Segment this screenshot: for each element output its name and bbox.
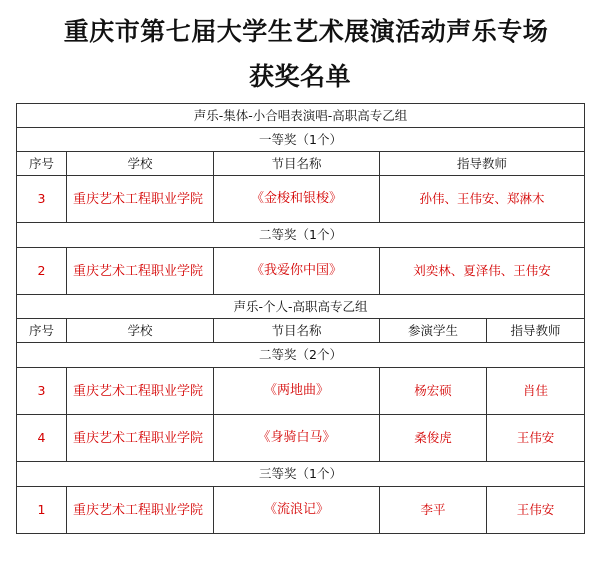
row-program: 《身骑白马》 <box>214 415 380 462</box>
row-seq: 2 <box>17 248 67 295</box>
award-table <box>16 103 585 534</box>
row-program: 《流浪记》 <box>214 487 380 534</box>
prize-row <box>17 128 585 152</box>
row-school: 重庆艺术工程职业学院 <box>67 368 214 415</box>
row-program: 《金梭和银梭》 <box>214 176 380 223</box>
header-student: 参演学生 <box>380 319 487 343</box>
row-school: 重庆艺术工程职业学院 <box>67 248 214 295</box>
header-row <box>17 152 585 176</box>
table-row <box>17 176 585 223</box>
row-teacher: 肖佳 <box>487 368 585 415</box>
prize-label: 三等奖（1个） <box>17 462 585 487</box>
row-program: 《两地曲》 <box>214 368 380 415</box>
header-seq: 序号 <box>17 152 67 176</box>
row-student: 李平 <box>380 487 487 534</box>
row-student: 桑俊虎 <box>380 415 487 462</box>
row-seq: 4 <box>17 415 67 462</box>
row-teacher: 孙伟、王伟安、郑淋木 <box>380 176 585 223</box>
page-subtitle: 获奖名单 <box>248 62 351 91</box>
category-label: 声乐-个人-高职高专乙组 <box>17 295 585 319</box>
header-seq: 序号 <box>17 319 67 343</box>
page-title: 重庆市第七届大学生艺术展演活动声乐专场 <box>63 17 549 46</box>
prize-row <box>17 343 585 368</box>
prize-label: 二等奖（2个） <box>17 343 585 368</box>
category-row <box>17 104 585 128</box>
prize-label: 一等奖（1个） <box>17 128 585 152</box>
prize-row <box>17 223 585 248</box>
header-program: 节目名称 <box>214 152 380 176</box>
category-label: 声乐-集体-小合唱表演唱-高职高专乙组 <box>17 104 585 128</box>
table-row <box>17 368 585 415</box>
prize-row <box>17 462 585 487</box>
table-row <box>17 487 585 534</box>
row-seq: 3 <box>17 368 67 415</box>
header-school: 学校 <box>67 152 214 176</box>
row-teacher: 王伟安 <box>487 487 585 534</box>
header-program: 节目名称 <box>214 319 380 343</box>
row-seq: 3 <box>17 176 67 223</box>
row-school: 重庆艺术工程职业学院 <box>67 415 214 462</box>
row-teacher: 王伟安 <box>487 415 585 462</box>
category-row <box>17 295 585 319</box>
table-row <box>17 415 585 462</box>
row-teacher: 刘奕林、夏泽伟、王伟安 <box>380 248 585 295</box>
row-school: 重庆艺术工程职业学院 <box>67 487 214 534</box>
header-teacher: 指导教师 <box>380 152 585 176</box>
row-program: 《我爱你中国》 <box>214 248 380 295</box>
row-seq: 1 <box>17 487 67 534</box>
header-school: 学校 <box>67 319 214 343</box>
prize-label: 二等奖（1个） <box>17 223 585 248</box>
header-row <box>17 319 585 343</box>
header-teacher: 指导教师 <box>487 319 585 343</box>
table-row <box>17 248 585 295</box>
row-student: 杨宏硕 <box>380 368 487 415</box>
row-school: 重庆艺术工程职业学院 <box>67 176 214 223</box>
